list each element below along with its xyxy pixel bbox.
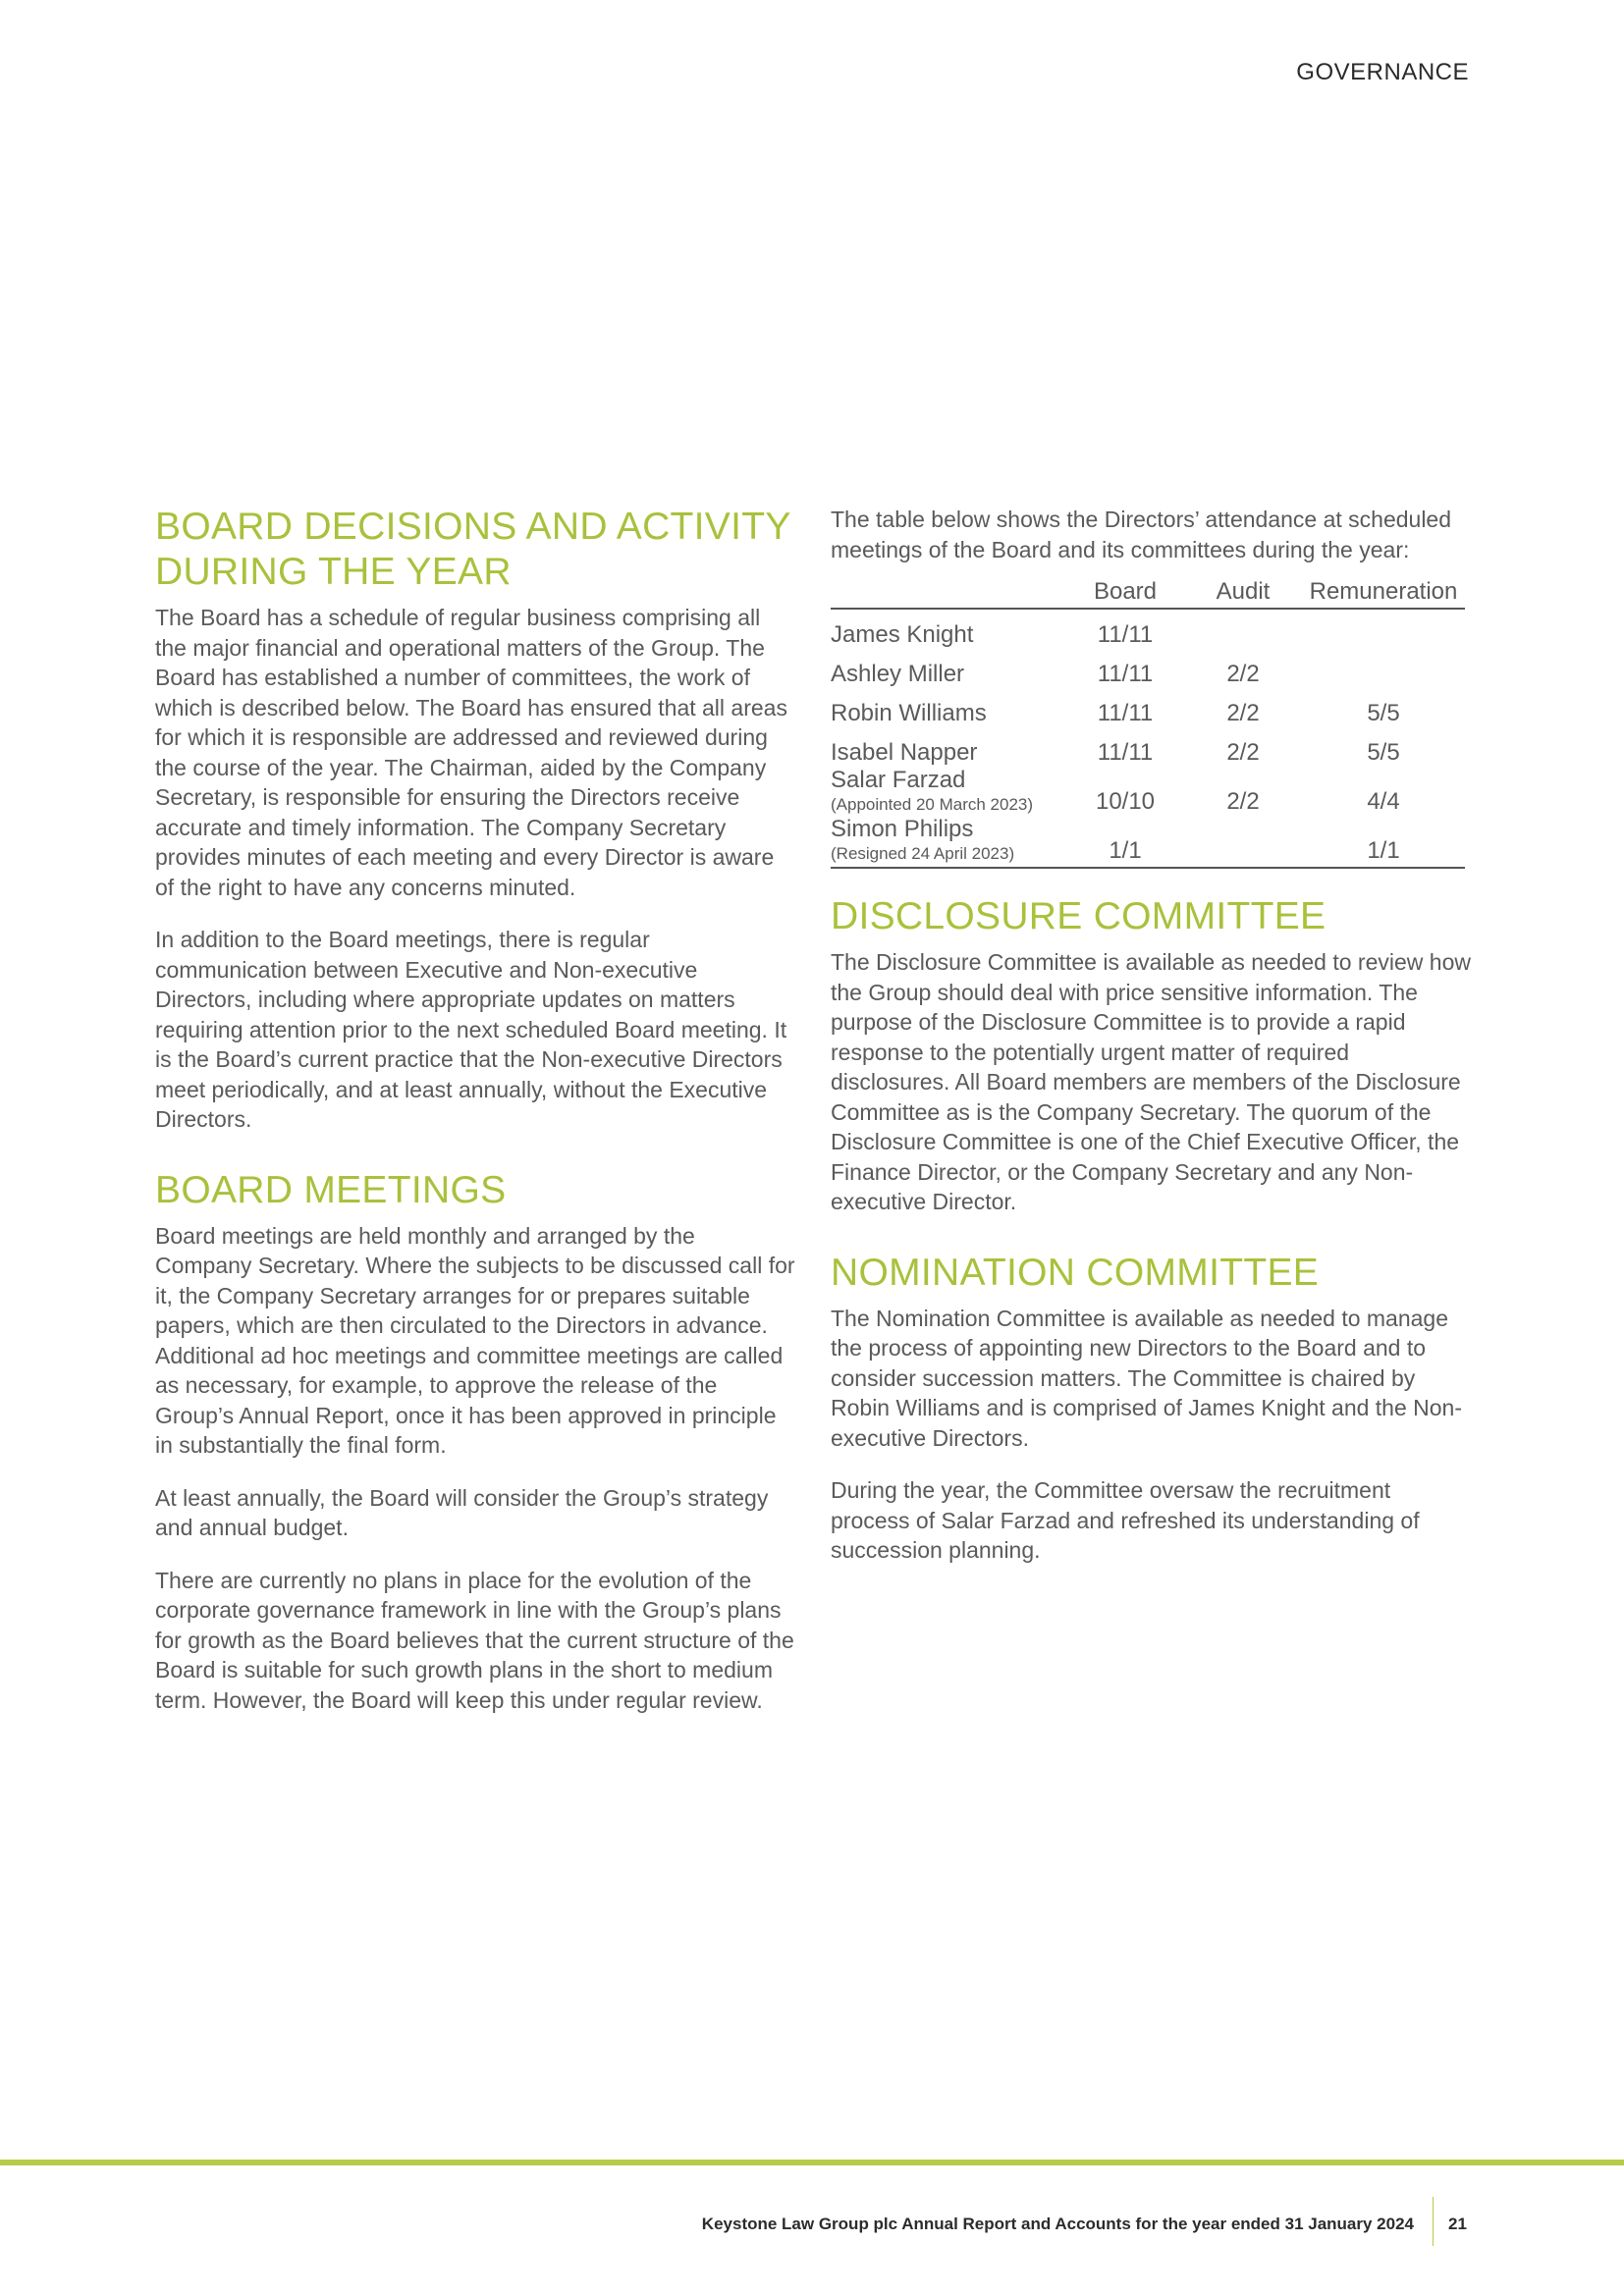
- paragraph-board-communication: In addition to the Board meetings, there is regular communication between Executive and Non-executive Directors, including where appropriate updates on matters requiring attention prior to the next scheduled Board meeting. It is the Board’s current practice that the Non-executive Directors meet periodically, and at least annually, without the Executive Directors.: [155, 927, 787, 1132]
- section-label: GOVERNANCE: [1296, 59, 1469, 85]
- board-attendance-cell: 1/1: [1066, 816, 1184, 868]
- remuneration-attendance-cell: 5/5: [1367, 700, 1400, 726]
- heading-board-meetings: BOARD MEETINGS: [155, 1168, 507, 1211]
- audit-attendance-cell: [1184, 609, 1302, 649]
- paragraph-recruitment: During the year, the Committee oversaw the recruitment process of Salar Farzad and refreshed its understanding of succession planning.: [831, 1477, 1420, 1563]
- paragraph-nomination-committee: The Nomination Committee is available as needed to manage the process of appointing new Directors to the Board and to consider succession matters. The Committee is chaired by Robin Williams and is comprised of James Knight and the Non-executive Directors.: [831, 1305, 1463, 1451]
- paragraph-strategy: At least annually, the Board will consider the Group’s strategy and annual budget.: [155, 1484, 769, 1540]
- director-name: Robin Williams: [831, 700, 987, 726]
- paragraph-board-schedule: The Board has a schedule of regular business comprising all the major financial and operational matters of the Group. The Board has established a number of committees, the work of which is described below. The Board has ensured that all areas for which it is responsible are addressed and reviewed during the course of the year. The Chairman, aided by the Company Secretary, is responsible for ensuring the Directors receive accurate and timely information. The Company Secretary provides minutes of each meeting and every Director is aware of the right to have any concerns minuted.: [155, 605, 787, 900]
- table-header-row: [831, 574, 1465, 609]
- audit-attendance-cell: [1184, 816, 1302, 868]
- table-row: [831, 688, 1465, 727]
- table-row: [831, 609, 1465, 649]
- audit-attendance-cell: 2/2: [1226, 739, 1260, 766]
- paragraph-governance-framework: There are currently no plans in place for the evolution of the corporate governance framework in line with the Group’s plans for growth as the Board believes that the current structure of the Board is suitable for such growth plans in the short to medium term. However, the Board will keep this under regular review.: [155, 1567, 794, 1713]
- director-name: Simon Philips: [831, 816, 974, 842]
- director-name: Isabel Napper: [831, 739, 978, 766]
- right-column: [831, 505, 1473, 1588]
- paragraph-board-meetings: Board meetings are held monthly and arranged by the Company Secretary. Where the subjects to be discussed call for it, the Company Secretary arranges for or prepares suitable papers, which are then circulated to the Directors in advance. Additional ad hoc meetings and committee meetings are called as necessary, for example, to approve the release of the Group’s Annual Report, once it has been approved in principle in substantially the final form.: [155, 1222, 795, 1458]
- left-column: [155, 505, 795, 1737]
- director-name: Ashley Miller: [831, 661, 965, 687]
- director-name-cell: [831, 688, 1066, 727]
- remuneration-attendance-cell: 1/1: [1302, 816, 1465, 868]
- director-name: James Knight: [831, 621, 974, 648]
- column-header-remuneration: Remuneration: [1302, 574, 1465, 609]
- column-header-board: Board: [1066, 574, 1184, 609]
- column-header-audit: Audit: [1184, 574, 1302, 609]
- footer-divider: [1433, 2197, 1434, 2246]
- page-number: 21: [1448, 2215, 1467, 2233]
- footer-report-title: Keystone Law Group plc Annual Report and Accounts for the year ended 31 January 2024: [701, 2215, 1414, 2233]
- remuneration-attendance-cell: [1302, 649, 1465, 688]
- remuneration-attendance-cell: 4/4: [1367, 788, 1400, 815]
- director-name-cell: [831, 727, 1066, 767]
- remuneration-attendance-cell: [1302, 609, 1465, 649]
- board-attendance-cell: 10/10: [1095, 788, 1156, 815]
- director-note: (Appointed 20 March 2023): [831, 795, 1034, 814]
- director-note: (Resigned 24 April 2023): [831, 844, 1015, 863]
- attendance-table-body: [831, 609, 1465, 868]
- board-attendance-cell: 11/11: [1097, 739, 1154, 766]
- audit-attendance-cell: 2/2: [1226, 700, 1260, 726]
- remuneration-attendance-cell: 5/5: [1367, 739, 1400, 766]
- board-attendance-cell: 11/11: [1097, 661, 1154, 687]
- board-attendance-cell: 11/11: [1097, 621, 1154, 648]
- audit-attendance-cell: 2/2: [1226, 661, 1260, 687]
- director-name: Salar Farzad: [831, 767, 966, 793]
- table-row: [831, 816, 1465, 868]
- director-name-cell: [831, 649, 1066, 688]
- director-name-cell: [831, 609, 1066, 649]
- paragraph-disclosure-committee: The Disclosure Committee is available as needed to review how the Group should deal with price sensitive information. The purpose of the Disclosure Committee is to provide a rapid response to the potentially urgent matter of required disclosures. All Board members are members of the Disclosure Committee as is the Company Secretary. The quorum of the Disclosure Committee is one of the Chief Executive Officer, the Finance Director, or the Company Secretary and any Non-executive Director.: [831, 949, 1471, 1214]
- director-name-cell: [831, 767, 1066, 816]
- audit-attendance-cell: 2/2: [1226, 788, 1260, 815]
- table-row: [831, 767, 1465, 816]
- board-attendance-cell: 11/11: [1097, 700, 1154, 726]
- director-name-cell: [831, 816, 1066, 868]
- heading-disclosure-committee: DISCLOSURE COMMITTEE: [831, 895, 1326, 937]
- attendance-table: [831, 574, 1465, 869]
- heading-nomination-committee: NOMINATION COMMITTEE: [831, 1251, 1320, 1294]
- column-header-name: [831, 574, 1066, 609]
- paragraph-table-intro: The table below shows the Directors’ attendance at scheduled meetings of the Board and its committees during the year:: [831, 507, 1452, 562]
- table-row: [831, 727, 1465, 767]
- heading-board-decisions: BOARD DECISIONS AND ACTIVITY DURING THE YEAR: [155, 506, 790, 593]
- table-row: [831, 649, 1465, 688]
- footer-rule: [0, 2160, 1624, 2165]
